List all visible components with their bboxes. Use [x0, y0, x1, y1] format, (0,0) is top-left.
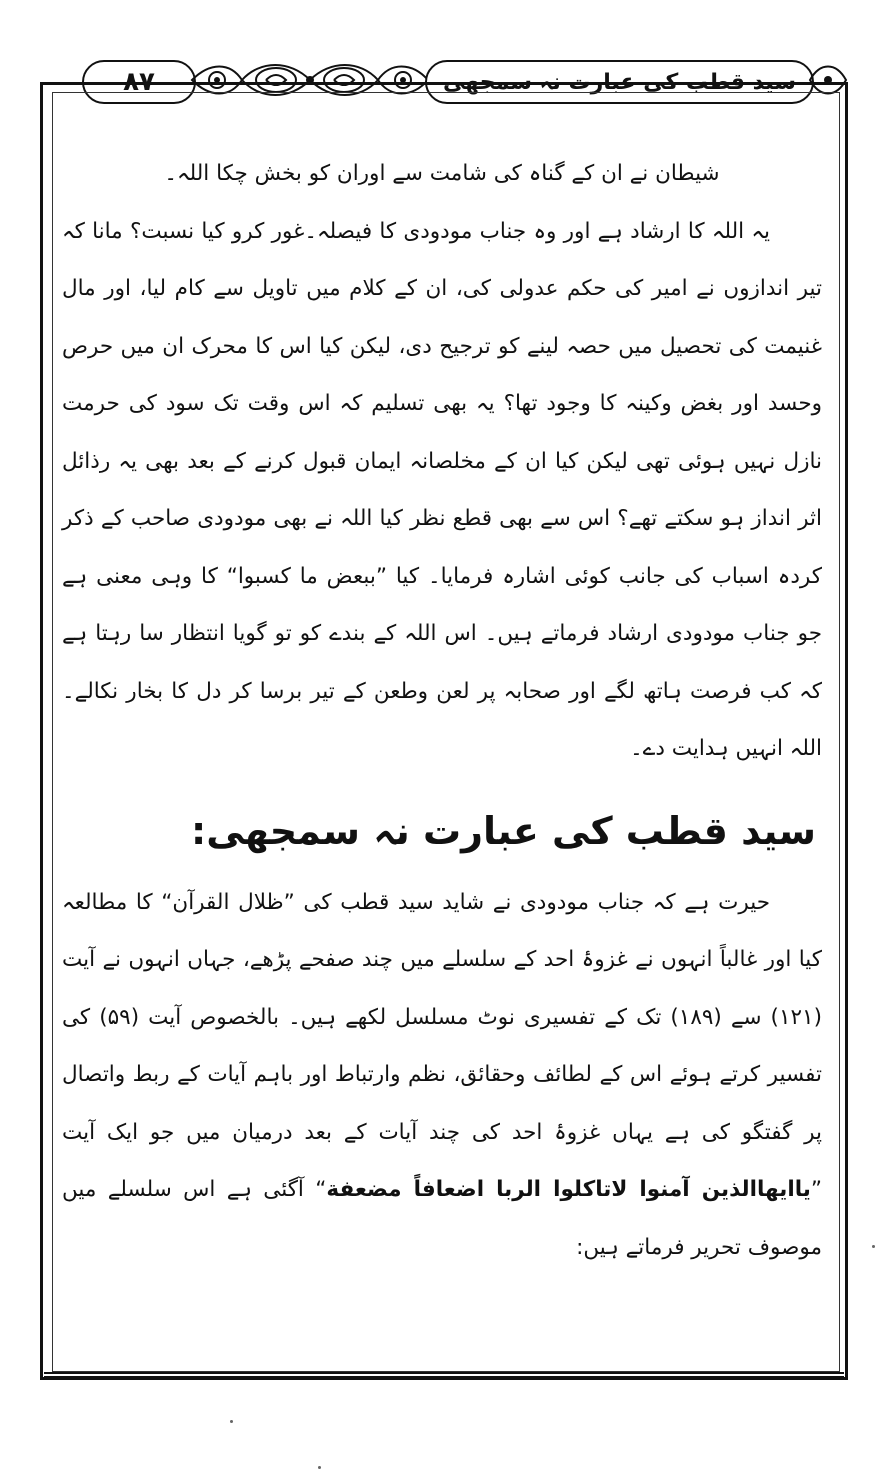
ayah-quote: یاایھاالذین آمنوا لاتاکلوا الربا اضعافاً مضعفة: [326, 1177, 811, 1202]
running-title: سید قطب کی عبارت نہ سمجھی: [425, 60, 814, 104]
scan-speck: [872, 1245, 875, 1248]
section-text-after: “ آگئی ہے اس سلسلے میں موصوف تحریر فرماتے ہیں:: [62, 1177, 822, 1260]
section-heading: سید قطب کی عبارت نہ سمجھی:: [191, 808, 816, 853]
paragraph-section-body: [62, 874, 822, 1277]
section-text-before: حیرت ہے کہ جناب مودودی نے شاید سید قطب کی ”ظلال القرآن“ کا مطالعہ کیا اور غالباً انہوں نے غزوۂ احد کے سلسلے میں چند صفحے پڑھے، جہاں انہوں نے آیت (۱۲۱) سے (۱۸۹) تک کے تفسیری نوٹ مسلسل لکھے ہیں۔ بالخصوص آیت (۵۹) کی تفسیر کرتے ہوئے اس کے لطائف وحقائق، نظم وارتباط اور باہم آیات کے ربط واتصال پر گفتگو کی ہے یہاں غزوۂ احد کی چند آیات کے بعد درمیان میں جو ایک آیت ”: [62, 889, 822, 1202]
page-number: ۸۷: [82, 60, 196, 104]
scan-speck: [230, 1420, 233, 1423]
paragraph-quote-end: شیطان نے ان کے گناہ کی شامت سے اوران کو بخش چکا اللہ۔: [164, 161, 720, 186]
page-body: [62, 145, 822, 1276]
scan-speck: [318, 1466, 321, 1469]
page-border-bottom: [44, 1372, 844, 1378]
paragraph-commentary: یہ اللہ کا ارشاد ہے اور وہ جناب مودودی کا فیصلہ۔غور کرو کیا نسبت؟ مانا کہ تیر اندازوں نے امیر کی حکم عدولی کی، ان کے کلام میں تاویل سے کام لیا، اور مال غنیمت کی تحصیل میں حصہ لینے کو ترجیح دی، لیکن کیا اس کا محرک ان میں حرص وحسد اور بغض وکینہ کا وجود تھا؟ یہ بھی تسلیم کہ اس وقت تک سود کی حرمت نازل نہیں ہوئی تھی لیکن کیا ان کے مخلصانہ ایمان قبول کرنے کے بعد بھی یہ رذائل اثر انداز ہو سکتے تھے؟ اس سے بھی قطع نظر کیا اللہ نے بھی مودودی صاحب کے ذکر کردہ اسباب کی جانب کوئی اشارہ فرمایا۔ کیا ”ببعض ما کسبوا“ کا وہی معنی ہے جو جناب مودودی ارشاد فرماتے ہیں۔ اس اللہ کے بندے کو تو گویا انتظار سا رہتا ہے کہ کب فرصت ہاتھ لگے اور صحابہ پر لعن وطعن کے تیر برسا کر دل کا بخار نکالے۔ اللہ انہیں ہدایت دے۔: [62, 218, 822, 761]
